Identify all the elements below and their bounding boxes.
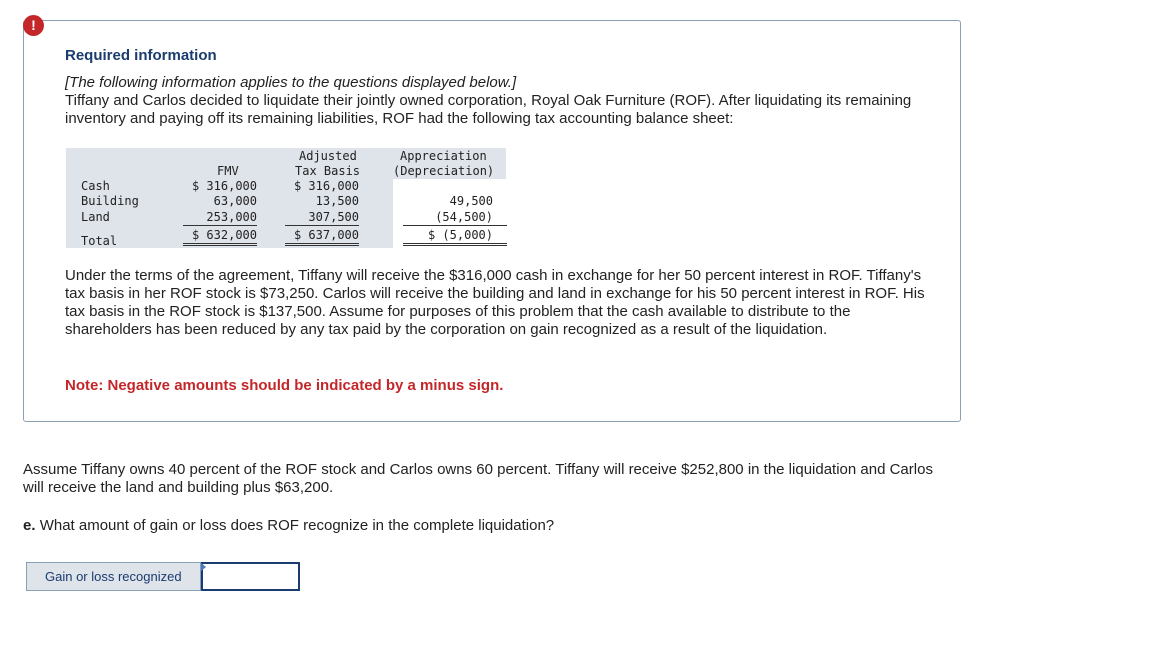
cell-basis-cash: $ 316,000 (293, 179, 359, 193)
cell-app-building: 49,500 (449, 194, 493, 208)
assumption-text: Assume Tiffany owns 40 percent of the ROF stock and Carlos owns 60 percent. Tiffany will receive $252,800 in the liquidation and Carlos will receive the land and building plus $63,200. (23, 461, 933, 496)
row-label-building: Building (81, 194, 139, 208)
cell-fmv-building: 63,000 (213, 194, 257, 208)
question-text: What amount of gain or loss does ROF recognize in the complete liquidation? (39, 517, 555, 534)
cell-app-land-text: (54,500) (435, 210, 493, 224)
question-letter: e. (23, 517, 36, 534)
cell-app-total (403, 228, 507, 246)
row-label-cash: Cash (81, 179, 110, 193)
question-e (23, 517, 554, 534)
agreement-paragraph: Under the terms of the agreement, Tiffany will receive the $316,000 cash in exchange for her 50 percent interest in ROF. Tiffany's tax basis in her ROF stock is $73,250. Carlos will receive the building and land in exchange for his 50 percent interest in ROF. His tax basis in the ROF stock is $137,500. Assume for purposes of this problem that the cash available to distribute to the shareholders has been reduced by any tax paid by the corporation on gain recognized as a result of the liquidation. (65, 267, 925, 338)
row-label-land: Land (81, 210, 110, 224)
cell-app-land (403, 210, 507, 226)
negative-amounts-note: Note: Negative amounts should be indicated by a minus sign. (65, 377, 504, 394)
header-tax-basis: Tax Basis (295, 164, 361, 178)
info-italic-note: [The following information applies to the questions displayed below.] (65, 74, 517, 91)
gain-loss-input[interactable] (201, 562, 300, 591)
cell-fmv-total: $ 632,000 (183, 228, 257, 246)
cell-fmv-land: 253,000 (183, 210, 257, 226)
cell-basis-building: 13,500 (315, 194, 359, 208)
header-appreciation: Appreciation (400, 149, 487, 163)
cell-basis-total: $ 637,000 (285, 228, 359, 246)
header-fmv: FMV (217, 164, 239, 178)
header-adjusted: Adjusted (299, 149, 357, 163)
alert-icon: ! (23, 15, 44, 36)
info-intro: Tiffany and Carlos decided to liquidate their jointly owned corporation, Royal Oak Furniture (ROF). After liquidating its remaining inventory and paying off its remaining liabilities, ROF had the following tax accounting balance sheet: (65, 92, 912, 127)
row-label-total: Total (81, 234, 118, 248)
input-flag-icon (201, 563, 206, 571)
info-title: Required information (65, 47, 217, 64)
cell-fmv-cash: $ 316,000 (191, 179, 257, 193)
answer-label: Gain or loss recognized (26, 562, 201, 591)
cell-app-total-text: $ (5,000) (427, 228, 493, 242)
header-depreciation: (Depreciation) (393, 164, 495, 178)
cell-basis-land: 307,500 (285, 210, 359, 226)
